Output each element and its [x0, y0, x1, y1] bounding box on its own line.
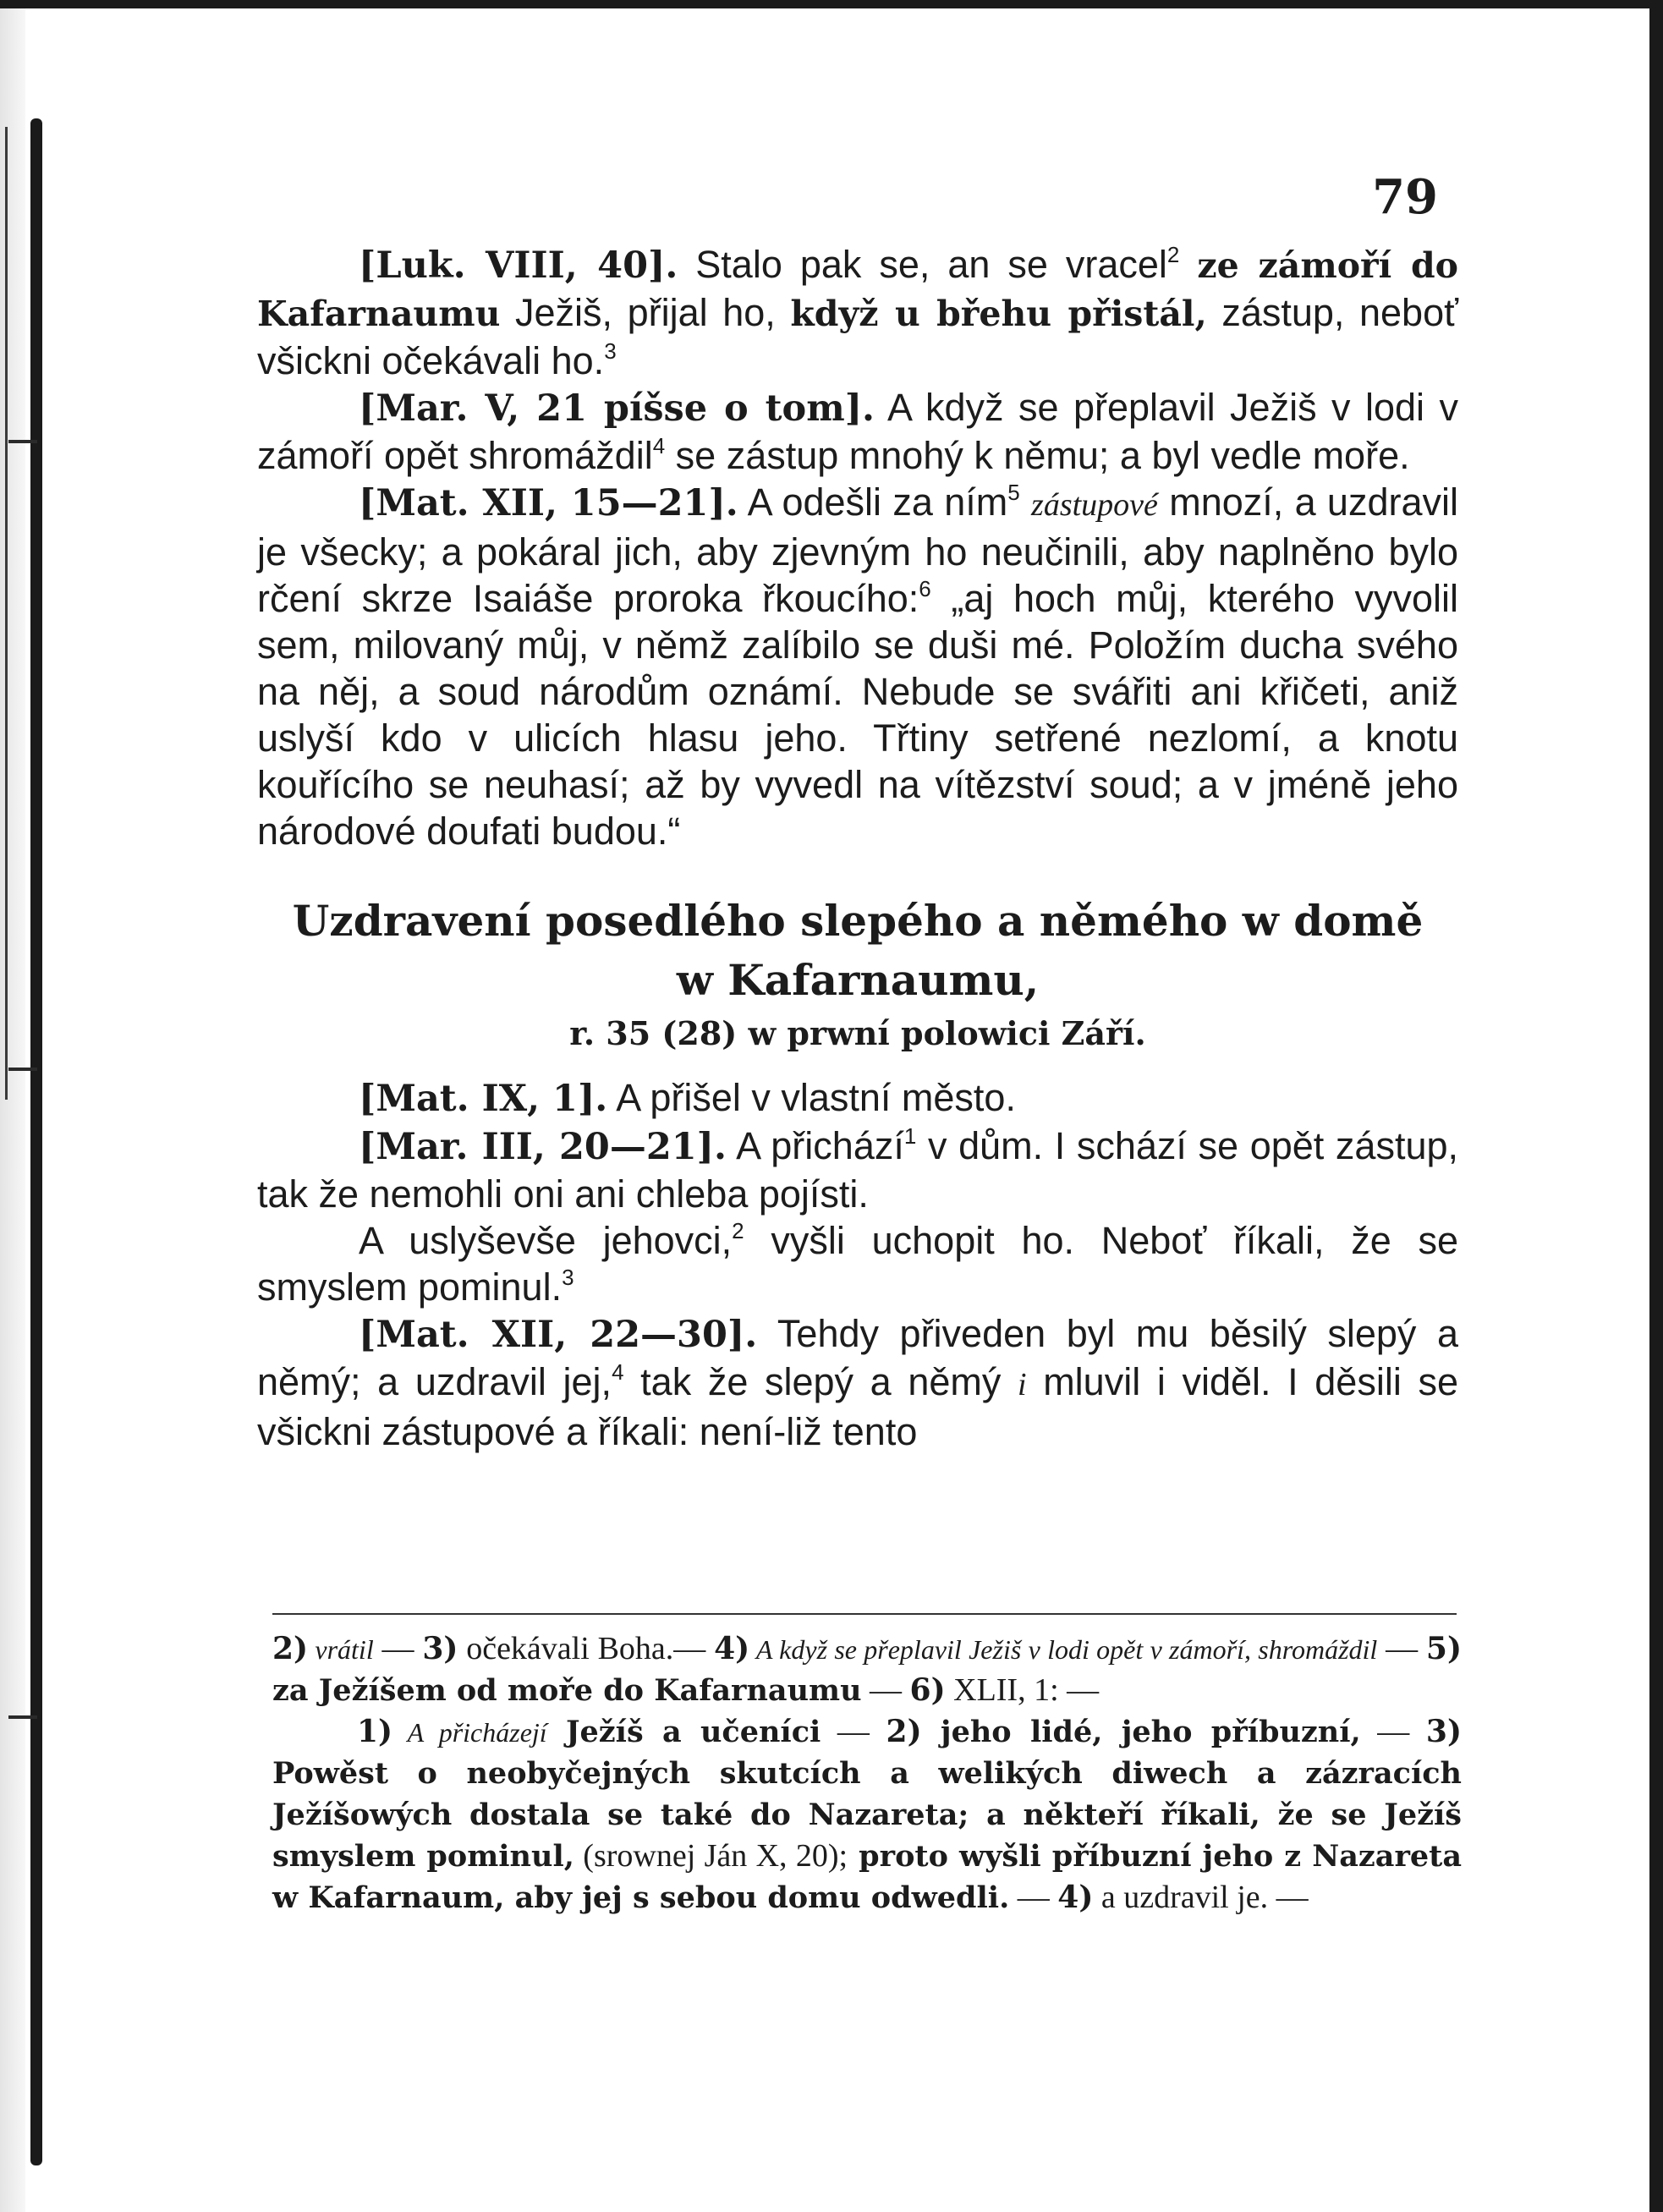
italic-text: zástupové: [1031, 487, 1158, 523]
scripture-reference: [Luk. VIII, 40].: [359, 244, 678, 287]
footnote-number: 3): [1425, 1714, 1463, 1749]
main-text: [257, 241, 1458, 1455]
footnote-marker: 3: [562, 1265, 574, 1290]
paragraph: [Mar. III, 20—21]. A přichází$^1$ v dům. I schází se opět zástup, tak že nemohli oni ani chleba pojísti.: [257, 1123, 1459, 1216]
margin-tick: [8, 1715, 37, 1719]
scan-edge: [0, 0, 25, 2212]
margin-tick: [8, 1068, 37, 1071]
gloss-text: když u břehu přistál,: [790, 294, 1207, 334]
footnote-marker: 4: [652, 433, 666, 458]
footnote-paragraph: 2) vrátil — 3) očekávali Boha.— 4) A když se přeplavil Ježiš v lodi opět v zámoří, shromáždil — 5) za Ježíšem od moře do Kafarnaumu — 6) XLII, 1: —: [272, 1631, 1463, 1708]
footnote-rule: [272, 1613, 1457, 1615]
scripture-reference: [Mat. XII, 15—21].: [359, 482, 738, 524]
footnote-marker: 2: [732, 1218, 744, 1243]
scripture-reference: [Mat. XII, 22—30].: [359, 1314, 758, 1356]
section-title-line: Uzdravení posedlého slepého a němého w domě: [292, 896, 1424, 946]
footnote-marker: 1: [903, 1123, 917, 1149]
paragraph: [Mar. V, 21 píšse o tom]. A když se přeplavil Ježiš v lodi v zámoří opět shromáždil$^4$ se zástup mnohý k němu; a byl vedle moře.: [257, 386, 1459, 477]
footnote-paragraph: 1) A přicházejí Ježíš a učeníci — 2) jeho lidé, jeho příbuzní, — 3) Powěst o neobyčejných skutcích a welikých diwech a zázracích Ježíšowých dostala se také do Nazareta; a někteří říkali, že se Ježíš smyslem pominul, (srownej Ján X, 20); proto wyšli příbuzní jeho z Nazareta w Kafarnaum, aby jej s sebou domu odwedli. — 4) a uzdravil je. —: [272, 1714, 1463, 1915]
section-subtitle: r. 35 (28) w prwní polowici Září.: [569, 1014, 1146, 1052]
paragraph: [Mat. XII, 22—30]. Tehdy přiveden byl mu běsilý slepý a němý; a uzdravil jej,$^4$ tak že slepý a němý i mluvil i viděl. I děsili se všickni zástupové a říkali: není-liž tento: [257, 1312, 1458, 1453]
footnote-number: 4): [714, 1631, 750, 1666]
footnote-marker: 4: [612, 1359, 624, 1385]
scan-border-right: [1649, 0, 1663, 2212]
paragraph: [Luk. VIII, 40]. Stalo pak se, an se vracel$^2$ ze zámoří do Kafarnaumu Ježiš, přijal ho, když u břehu přistál, zástup, neboť všickni očekávali ho.$^3$: [257, 242, 1458, 382]
footnote-number: 2): [272, 1631, 309, 1666]
scripture-reference: [Mat. IX, 1].: [359, 1078, 608, 1120]
footnote-marker: 3: [604, 338, 617, 364]
scan-margin-line: [5, 127, 8, 1100]
margin-tick: [8, 440, 37, 443]
scripture-reference: [Mar. V, 21 píšse o tom].: [359, 387, 875, 430]
footnote-marker: 2: [1166, 242, 1180, 267]
scripture-reference: [Mar. III, 20—21].: [359, 1126, 727, 1168]
footnote-number: 3): [422, 1631, 458, 1666]
paragraph: A uslyševše jehovci,$^2$ vyšli uchopit ho. Neboť říkali, že se smyslem pominul.$^3$: [257, 1218, 1458, 1309]
page-gutter-bar: [30, 118, 42, 2165]
section-title-line: w Kafarnaumu,: [676, 955, 1040, 1005]
footnote-number: 1): [357, 1714, 393, 1749]
paragraph: [Mat. IX, 1]. A přišel v vlastní město.: [359, 1076, 1016, 1120]
footnote-marker: 6: [919, 576, 931, 601]
scan-border-top: [0, 0, 1663, 8]
footnote-number: 2): [886, 1714, 922, 1749]
footnote-number: 4): [1057, 1880, 1094, 1915]
section-heading: [257, 892, 1458, 1057]
footnote-number: 6): [909, 1672, 946, 1708]
italic-text: i: [1018, 1367, 1027, 1402]
gloss-text: ze zámoří do Kafarnaumu: [257, 245, 1458, 334]
footnote-number: 5): [1425, 1631, 1463, 1666]
paragraph: [Mat. XII, 15—21]. A odešli za ním$^5$ zástupové mnozí, a uzdravil je všecky; a pokáral jich, aby zjevným ho neučinili, aby naplněno bylo rčení skrze Isaiáše proroka řkoucího:$^6$ „aj hoch můj, kterého vyvolil sem, milovaný můj, v němž zalíbilo se duši mé. Položím ducha svého na něj, a soud národům oznámí. Nebude se svářiti ani křičeti, aniž uslyší kdo v ulicích hlasu jeho. Třtiny setřené nezlomí, a knotu kouřícího se neuhasí; až by vyvedl na vítězství soud; a v jméně jeho národové doufati budou.“: [257, 480, 1459, 853]
footnotes: [272, 1628, 1462, 1918]
page-number: 79: [1372, 169, 1438, 225]
footnote-marker: 5: [1007, 480, 1020, 505]
